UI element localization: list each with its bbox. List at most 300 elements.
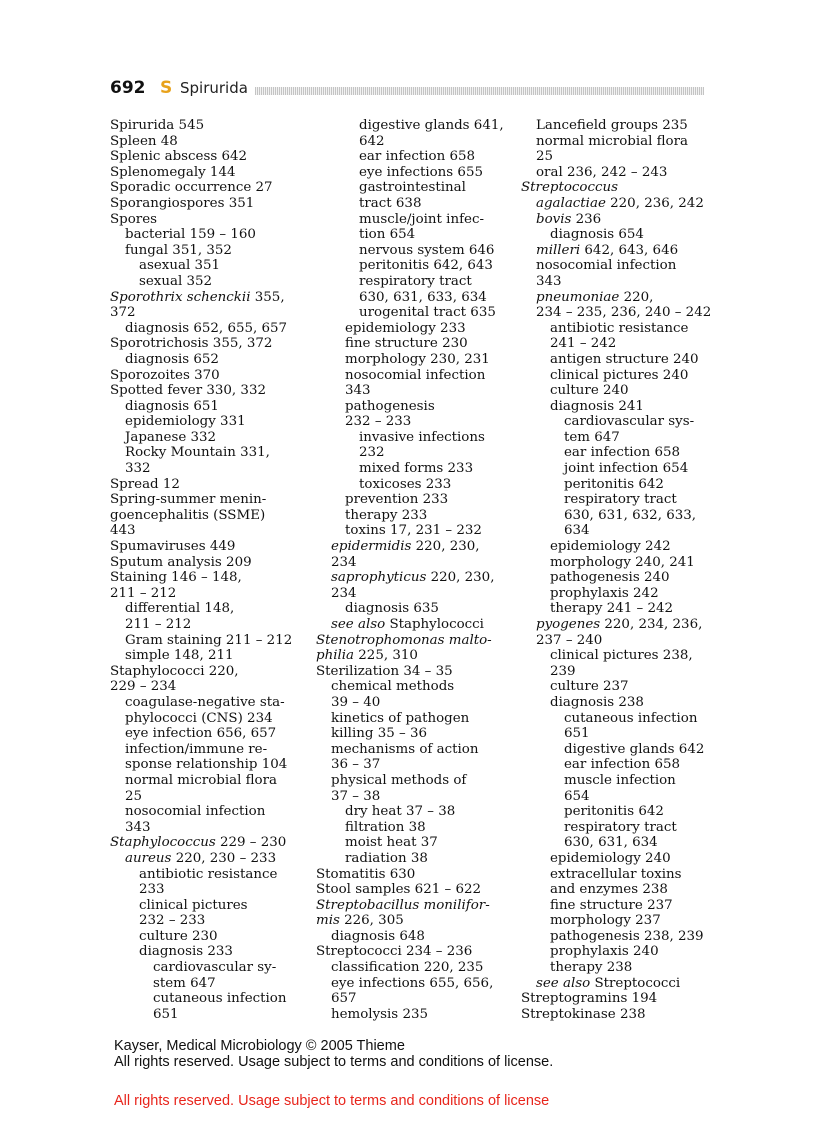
index-entry — [316, 523, 516, 539]
index-text: goencephalitis (SSME) — [110, 507, 266, 523]
index-entry — [316, 477, 516, 493]
index-text: diagnosis 635 — [345, 601, 439, 617]
index-term-italic: pyogenes — [536, 617, 601, 632]
index-text: muscle/joint infec- — [359, 211, 484, 227]
index-entry — [521, 336, 721, 352]
index-text: Stool samples 621 – 622 — [316, 882, 482, 898]
index-entry — [110, 430, 310, 446]
index-entry — [110, 944, 310, 960]
index-text: 332 — [125, 461, 151, 477]
index-entry — [316, 212, 516, 228]
index-text: 25 — [536, 149, 554, 165]
index-text: nosocomial infection — [125, 804, 266, 820]
index-text: eye infection 656, 657 — [125, 726, 277, 742]
index-text: Streptogramins 194 — [521, 991, 658, 1007]
index-text: 630, 631, 632, 633, — [564, 507, 697, 523]
page-number: 692 — [110, 78, 146, 98]
index-entry — [110, 383, 310, 399]
index-text: prophylaxis 242 — [550, 585, 659, 601]
index-text: 233 — [139, 882, 165, 898]
index-text: Spotted fever 330, 332 — [110, 383, 266, 399]
index-entry — [521, 196, 721, 212]
index-text: diagnosis 238 — [550, 694, 644, 710]
index-entry — [521, 742, 721, 758]
index-text: 232 – 233 — [345, 414, 412, 430]
index-entry — [521, 944, 721, 960]
index-entry — [110, 742, 310, 758]
index-text: 37 – 38 — [331, 788, 381, 804]
index-text: 234 – 235, 236, 240 – 242 — [536, 305, 712, 321]
index-text: 232 — [359, 445, 385, 461]
index-text: 211 – 212 — [125, 617, 192, 632]
index-entry — [110, 352, 310, 368]
index-entry — [521, 898, 721, 914]
watermark-line: All rights reserved. Usage subject to terms and conditions of license — [114, 1093, 550, 1109]
index-entry — [110, 336, 310, 352]
index-text: normal microbial flora — [125, 772, 278, 788]
index-text: classification 220, 235 — [331, 960, 484, 976]
index-text: 236 — [571, 211, 602, 227]
copyright-line: Kayser, Medical Microbiology © 2005 Thieme — [114, 1038, 405, 1054]
index-text: diagnosis 652 — [125, 351, 219, 367]
index-entry — [110, 539, 310, 555]
index-text: peritonitis 642 — [564, 476, 664, 492]
index-text: digestive glands 642 — [564, 741, 705, 757]
index-entry — [521, 820, 721, 836]
index-text: 234 — [331, 554, 357, 570]
index-text: oral 236, 242 – 243 — [536, 164, 668, 180]
index-text: Spread 12 — [110, 476, 180, 492]
index-entry — [316, 617, 516, 633]
index-text: antibiotic resistance — [550, 320, 689, 336]
index-entry — [110, 898, 310, 914]
index-text: 443 — [110, 523, 136, 539]
index-text: kinetics of pathogen — [331, 710, 470, 726]
index-entry — [110, 1007, 310, 1023]
index-entry — [521, 243, 721, 259]
index-entry — [316, 336, 516, 352]
index-text: tion 654 — [359, 227, 416, 243]
index-entry — [316, 445, 516, 461]
index-text: Spores — [110, 211, 158, 227]
index-entry — [316, 851, 516, 867]
index-text: ear infection 658 — [359, 149, 476, 165]
index-text: fungal 351, 352 — [125, 242, 232, 258]
index-text: 343 — [345, 383, 371, 399]
index-entry — [521, 601, 721, 617]
section-title: Spirurida — [180, 79, 248, 97]
index-text: Sporangiospores 351 — [110, 195, 255, 211]
index-term-italic: Staphylococcus — [110, 835, 216, 851]
index-text: and enzymes 238 — [550, 882, 668, 898]
index-text: morphology 230, 231 — [345, 351, 490, 367]
index-entry — [521, 976, 721, 992]
index-text: fine structure 237 — [550, 897, 673, 913]
index-entry — [316, 368, 516, 384]
index-entry — [316, 711, 516, 727]
index-text: 630, 631, 634 — [564, 835, 658, 851]
index-text: clinical pictures 238, — [550, 648, 693, 664]
index-term-italic: Streptobacillus monilifor- — [316, 897, 490, 913]
index-entry — [110, 773, 310, 789]
index-text: 220, 230 – 233 — [171, 850, 277, 866]
index-text: moist heat 37 — [345, 835, 438, 851]
index-term-italic: saprophyticus — [331, 570, 427, 586]
index-text: asexual 351 — [139, 258, 221, 274]
index-entry — [110, 414, 310, 430]
index-entry — [316, 118, 516, 134]
index-entry — [110, 134, 310, 150]
index-entry — [521, 461, 721, 477]
index-text: epidemiology 242 — [550, 539, 671, 555]
index-entry — [110, 445, 310, 461]
index-column-2 — [316, 118, 516, 1022]
index-entry — [521, 368, 721, 384]
index-text: 642, 643, 646 — [580, 242, 679, 258]
index-entry — [110, 976, 310, 992]
index-entry — [316, 835, 516, 851]
index-text: dry heat 37 – 38 — [345, 804, 456, 820]
index-text: therapy 233 — [345, 507, 428, 523]
page-header — [110, 78, 704, 102]
index-entry — [110, 477, 310, 493]
index-entry — [110, 913, 310, 929]
index-entry — [521, 258, 721, 274]
index-entry — [110, 820, 310, 836]
index-text: 657 — [331, 991, 357, 1007]
index-text: Spring-summer menin- — [110, 492, 267, 508]
index-text: cardiovascular sys- — [564, 414, 695, 430]
index-text: extracellular toxins — [550, 866, 682, 882]
index-text: 630, 631, 633, 634 — [359, 289, 487, 305]
index-text: 211 – 212 — [110, 585, 177, 601]
index-text: ear infection 658 — [564, 445, 681, 461]
index-text: culture 230 — [139, 928, 218, 944]
index-entry — [316, 539, 516, 555]
index-entry — [521, 913, 721, 929]
index-entry — [110, 679, 310, 695]
index-entry — [316, 149, 516, 165]
index-text: 36 – 37 — [331, 757, 381, 773]
index-entry — [316, 773, 516, 789]
index-text: Sputum analysis 209 — [110, 554, 252, 570]
index-entry — [521, 867, 721, 883]
index-entry — [521, 227, 721, 243]
index-text: filtration 38 — [345, 819, 426, 835]
index-text: phylococci (CNS) 234 — [125, 710, 273, 726]
index-text: therapy 241 – 242 — [550, 601, 674, 617]
index-text: 229 – 234 — [110, 679, 177, 695]
index-entry — [521, 804, 721, 820]
index-text: diagnosis 651 — [125, 398, 219, 414]
index-text: hemolysis 235 — [331, 1006, 428, 1022]
index-entry — [110, 149, 310, 165]
index-term-italic: mis — [316, 913, 340, 929]
index-entry — [521, 617, 721, 633]
index-text: respiratory tract — [564, 819, 677, 835]
index-entry — [316, 290, 516, 306]
index-term-italic: agalactiae — [536, 195, 606, 211]
index-text: differential 148, — [125, 601, 235, 617]
index-term-italic: Sporothrix schenckii — [110, 289, 251, 305]
index-text: cutaneous infection — [564, 710, 698, 726]
index-term-italic: milleri — [536, 242, 581, 258]
index-term-italic: pneumoniae — [536, 289, 620, 305]
index-entry — [521, 134, 721, 150]
index-entry — [521, 180, 721, 196]
index-text: urogenital tract 635 — [359, 305, 496, 321]
index-text: 220, 230, — [426, 570, 495, 586]
index-entry — [110, 461, 310, 477]
index-entry — [316, 508, 516, 524]
index-text: Stomatitis 630 — [316, 866, 416, 882]
index-entry — [110, 601, 310, 617]
index-text: sponse relationship 104 — [125, 757, 288, 773]
index-text: antigen structure 240 — [550, 351, 699, 367]
index-entry — [110, 305, 310, 321]
index-entry — [110, 290, 310, 306]
index-text: cardiovascular sy- — [153, 960, 277, 976]
index-text: Streptococci — [590, 975, 681, 991]
index-text: Staphylococci 220, — [110, 663, 239, 679]
section-letter: S — [160, 78, 173, 98]
index-text: 39 – 40 — [331, 694, 381, 710]
index-entry — [316, 461, 516, 477]
index-entry — [316, 867, 516, 883]
index-entry — [316, 601, 516, 617]
index-text: morphology 240, 241 — [550, 554, 695, 570]
index-entry — [521, 695, 721, 711]
index-entry — [316, 648, 516, 664]
index-text: epidemiology 240 — [550, 850, 671, 866]
index-term-italic: Streptococcus — [521, 180, 618, 196]
index-text: eye infections 655 — [359, 164, 483, 180]
index-text: 241 – 242 — [550, 336, 617, 352]
index-text: diagnosis 648 — [331, 928, 425, 944]
index-entry — [110, 227, 310, 243]
index-text: Sporadic occurrence 27 — [110, 180, 273, 196]
index-entry — [521, 991, 721, 1007]
index-entry — [110, 555, 310, 571]
index-text: 343 — [125, 819, 151, 835]
index-text: 651 — [564, 726, 590, 742]
index-text: nosocomial infection — [536, 258, 677, 274]
index-entry — [316, 633, 516, 649]
index-entry — [110, 695, 310, 711]
index-entry — [521, 633, 721, 649]
index-text: invasive infections — [359, 429, 485, 445]
index-text: 226, 305 — [339, 913, 404, 929]
index-term-italic: epidermidis — [331, 539, 412, 555]
index-entry — [521, 586, 721, 602]
index-text: diagnosis 241 — [550, 398, 644, 414]
index-text: joint infection 654 — [564, 461, 689, 477]
index-entry — [316, 165, 516, 181]
index-entry — [521, 445, 721, 461]
index-text: 234 — [331, 585, 357, 601]
index-entry — [521, 118, 721, 134]
index-text: Splenomegaly 144 — [110, 164, 236, 180]
index-term-italic: see also — [331, 617, 386, 632]
index-text: digestive glands 641, — [359, 118, 504, 133]
index-text: diagnosis 652, 655, 657 — [125, 320, 288, 336]
index-text: Sporozoites 370 — [110, 367, 220, 383]
index-text: 220, 236, 242 — [605, 195, 704, 211]
index-text: Spumaviruses 449 — [110, 539, 236, 555]
index-entry — [316, 227, 516, 243]
index-term-italic: philia — [316, 648, 355, 664]
index-entry — [316, 913, 516, 929]
index-entry — [521, 835, 721, 851]
index-entry — [316, 882, 516, 898]
index-entry — [316, 804, 516, 820]
index-text: culture 237 — [550, 679, 629, 695]
index-text: Splenic abscess 642 — [110, 149, 248, 165]
index-column-3 — [521, 118, 721, 1022]
index-entry — [110, 165, 310, 181]
index-text: culture 240 — [550, 383, 629, 399]
index-entry — [316, 757, 516, 773]
index-text: Staining 146 – 148, — [110, 570, 242, 586]
index-text: mechanisms of action — [331, 741, 479, 757]
index-entry — [110, 196, 310, 212]
index-text: chemical methods — [331, 679, 455, 695]
index-entry — [521, 492, 721, 508]
index-text: Streptokinase 238 — [521, 1006, 646, 1022]
index-entry — [316, 960, 516, 976]
index-entry — [521, 726, 721, 742]
index-text: Spleen 48 — [110, 133, 178, 149]
index-entry — [316, 664, 516, 680]
index-entry — [521, 664, 721, 680]
index-entry — [110, 617, 310, 633]
index-entry — [316, 929, 516, 945]
index-entry — [110, 867, 310, 883]
index-text: Lancefield groups 235 — [536, 118, 688, 133]
index-text: cutaneous infection — [153, 991, 287, 1007]
index-entry — [521, 477, 721, 493]
index-entry — [316, 820, 516, 836]
index-entry — [110, 711, 310, 727]
index-entry — [110, 321, 310, 337]
index-entry — [521, 539, 721, 555]
index-text: 239 — [550, 663, 576, 679]
index-entry — [316, 321, 516, 337]
index-entry — [316, 258, 516, 274]
index-entry — [110, 804, 310, 820]
index-text: 220, 234, 236, — [600, 617, 703, 632]
index-entry — [521, 212, 721, 228]
index-text: Rocky Mountain 331, — [125, 445, 270, 461]
index-text: Japanese 332 — [125, 429, 217, 445]
index-text: clinical pictures 240 — [550, 367, 689, 383]
index-entry — [110, 523, 310, 539]
index-entry — [110, 960, 310, 976]
index-text: 220, 230, — [411, 539, 480, 555]
index-column-1 — [110, 118, 310, 1022]
index-entry — [110, 508, 310, 524]
index-entry — [110, 648, 310, 664]
index-text: epidemiology 331 — [125, 414, 246, 430]
index-text: peritonitis 642, 643 — [359, 258, 493, 274]
index-entry — [316, 492, 516, 508]
index-entry — [521, 1007, 721, 1023]
index-entry — [521, 305, 721, 321]
index-entry — [316, 274, 516, 290]
index-text: 225, 310 — [354, 648, 418, 664]
index-entry — [316, 555, 516, 571]
index-entry — [521, 679, 721, 695]
index-entry — [110, 835, 310, 851]
index-text: peritonitis 642 — [564, 804, 664, 820]
index-entry — [521, 383, 721, 399]
index-entry — [521, 960, 721, 976]
index-text: 651 — [153, 1006, 179, 1022]
index-text: Gram staining 211 – 212 — [125, 632, 293, 648]
index-text: simple 148, 211 — [125, 648, 234, 664]
index-text: sexual 352 — [139, 273, 213, 289]
index-text: 654 — [564, 788, 590, 804]
index-entry — [110, 757, 310, 773]
index-entry — [316, 991, 516, 1007]
index-text: fine structure 230 — [345, 336, 468, 352]
index-entry — [521, 648, 721, 664]
index-text: physical methods of — [331, 772, 467, 788]
index-entry — [316, 383, 516, 399]
index-entry — [110, 368, 310, 384]
rights-line: All rights reserved. Usage subject to terms and conditions of license. — [114, 1054, 554, 1070]
index-entry — [521, 773, 721, 789]
index-text: normal microbial flora — [536, 133, 689, 149]
index-text: diagnosis 233 — [139, 944, 233, 960]
index-entry — [521, 570, 721, 586]
index-term-italic: aureus — [125, 850, 172, 866]
index-text: therapy 238 — [550, 960, 633, 976]
index-entry — [521, 851, 721, 867]
index-text: gastrointestinal — [359, 180, 466, 196]
index-text: pathogenesis 240 — [550, 570, 670, 586]
index-entry — [110, 929, 310, 945]
index-text: 642 — [359, 133, 385, 149]
index-entry — [521, 882, 721, 898]
index-entry — [521, 290, 721, 306]
index-entry — [521, 430, 721, 446]
index-text: diagnosis 654 — [550, 227, 644, 243]
index-text: antibiotic resistance — [139, 866, 278, 882]
index-entry — [521, 321, 721, 337]
index-entry — [521, 508, 721, 524]
index-entry — [316, 944, 516, 960]
index-entry — [316, 352, 516, 368]
index-text: nosocomial infection — [345, 367, 486, 383]
index-entry — [110, 212, 310, 228]
index-entry — [110, 851, 310, 867]
index-entry — [316, 430, 516, 446]
index-entry — [110, 882, 310, 898]
index-text: radiation 38 — [345, 850, 428, 866]
index-entry — [316, 196, 516, 212]
index-entry — [521, 414, 721, 430]
index-text: killing 35 – 36 — [331, 726, 427, 742]
index-entry — [110, 664, 310, 680]
index-entry — [110, 118, 310, 134]
index-text: pathogenesis — [345, 398, 435, 414]
index-entry — [110, 991, 310, 1007]
index-text: morphology 237 — [550, 913, 661, 929]
index-entry — [316, 742, 516, 758]
index-term-italic: Stenotrophomonas malto- — [316, 632, 492, 648]
index-entry — [521, 711, 721, 727]
